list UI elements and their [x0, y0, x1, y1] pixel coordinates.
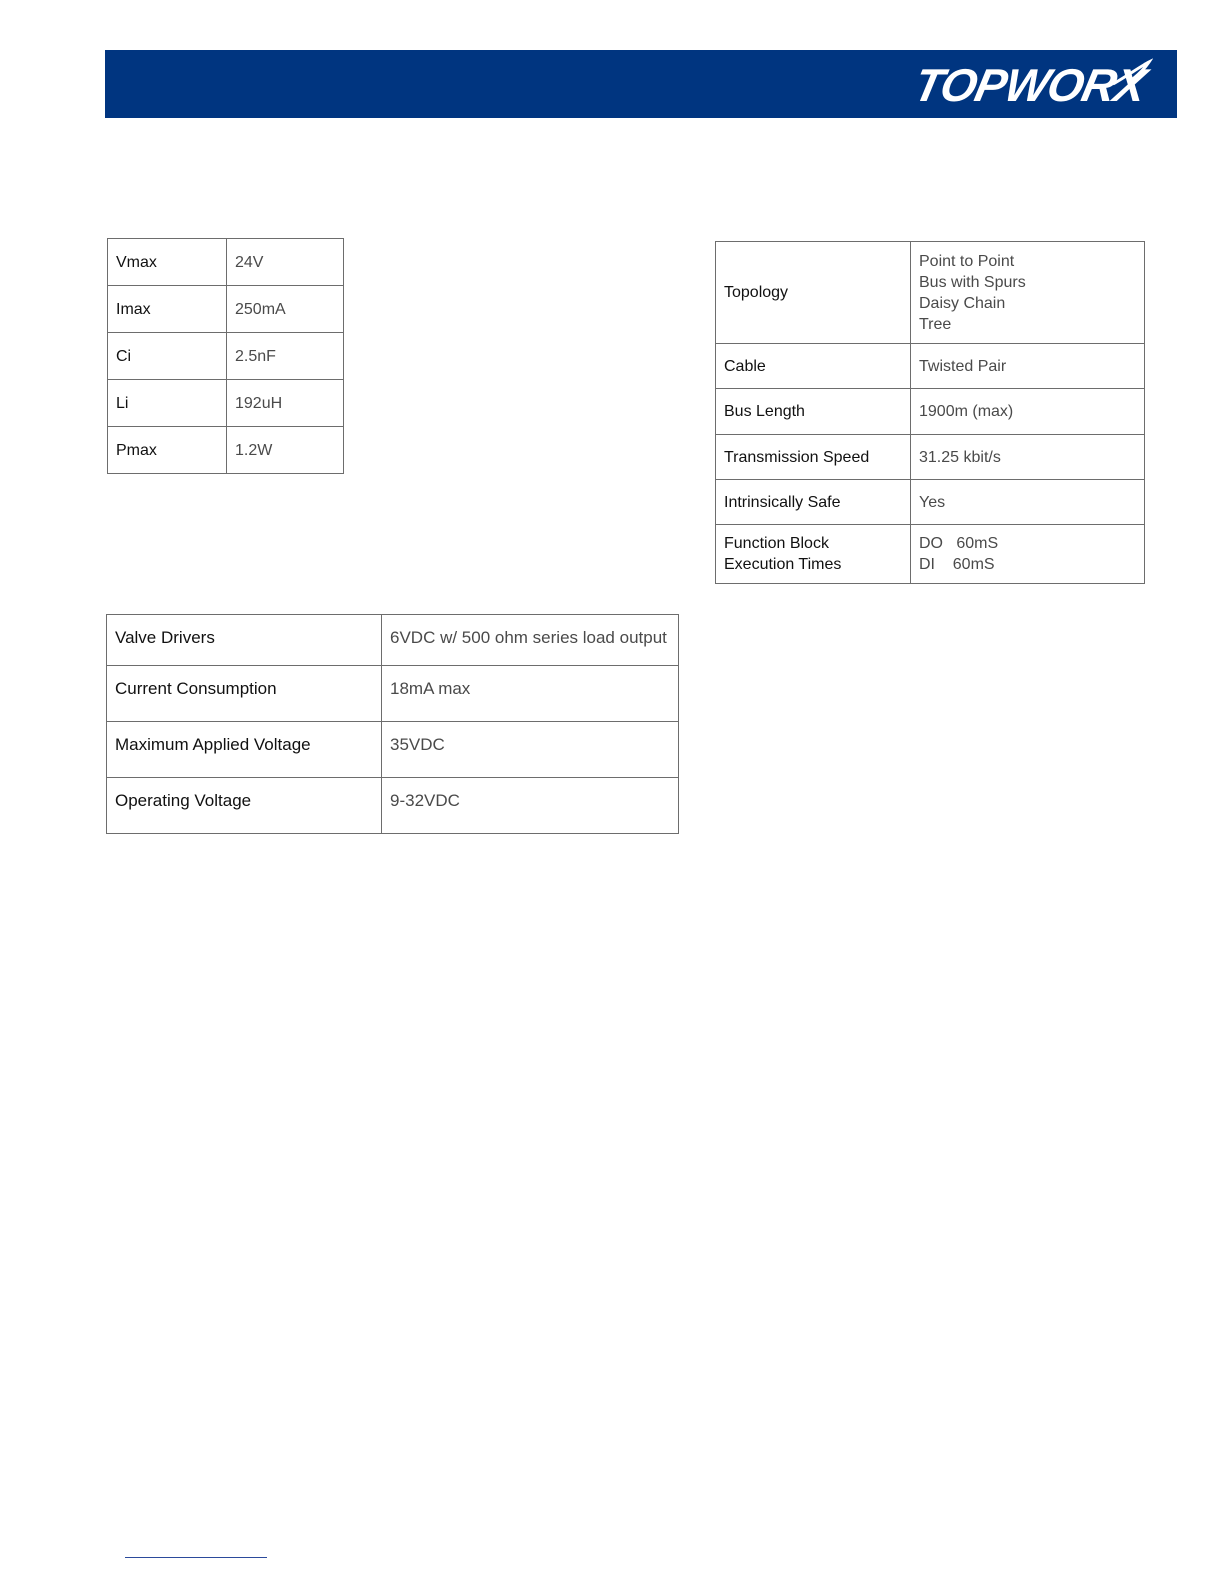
spec-label: Maximum Applied Voltage: [107, 722, 382, 778]
fieldbus-specs-table: [715, 241, 1145, 584]
table-row: [108, 380, 344, 427]
table-row: [107, 778, 679, 834]
bus-length-value: 1900m (max): [911, 389, 1145, 435]
electrical-specs-table: [106, 614, 679, 834]
param-value: 250mA: [227, 286, 344, 333]
table-row: [716, 435, 1145, 480]
topology-value: Bus with Spurs: [919, 273, 1026, 291]
table-row: [716, 525, 1145, 584]
table-row: [108, 286, 344, 333]
table-row: [107, 615, 679, 666]
topworx-logo: [909, 59, 1151, 111]
param-label: Li: [108, 380, 227, 427]
function-block-label-line: Execution Times: [724, 556, 842, 573]
spec-label: Valve Drivers: [107, 615, 382, 666]
param-value: 24V: [227, 239, 344, 286]
spec-label: Current Consumption: [107, 666, 382, 722]
topology-values: [911, 242, 1145, 344]
intrinsically-safe-label: Intrinsically Safe: [716, 480, 911, 525]
topology-value: Tree: [919, 315, 952, 333]
bus-length-label: Bus Length: [716, 389, 911, 435]
spec-value: 18mA max: [382, 666, 679, 722]
function-block-values: [911, 525, 1145, 584]
param-label: Vmax: [108, 239, 227, 286]
param-label: Ci: [108, 333, 227, 380]
logo-swoosh-icon: [1109, 58, 1153, 88]
entity-parameters-table: [107, 238, 344, 474]
table-row: [108, 239, 344, 286]
function-block-label: [716, 525, 911, 584]
spec-value: 35VDC: [382, 722, 679, 778]
table-row: [716, 344, 1145, 389]
footer-rule: [125, 1557, 267, 1558]
logo-text: TOPWORX: [909, 59, 1151, 111]
table-row: [107, 666, 679, 722]
cable-value: Twisted Pair: [911, 344, 1145, 389]
table-row: [716, 242, 1145, 344]
function-block-value-line: DO 60mS: [919, 535, 999, 552]
topology-value: Point to Point: [919, 252, 1015, 270]
param-value: 1.2W: [227, 427, 344, 474]
cable-label: Cable: [716, 344, 911, 389]
transmission-speed-value: 31.25 kbit/s: [911, 435, 1145, 480]
intrinsically-safe-value: Yes: [911, 480, 1145, 525]
transmission-speed-label: Transmission Speed: [716, 435, 911, 480]
spec-label: Operating Voltage: [107, 778, 382, 834]
param-value: 192uH: [227, 380, 344, 427]
table-row: [107, 722, 679, 778]
param-value: 2.5nF: [227, 333, 344, 380]
param-label: Imax: [108, 286, 227, 333]
function-block-value-line: DI 60mS: [919, 556, 995, 573]
header-band: [105, 50, 1177, 118]
table-row: [108, 333, 344, 380]
function-block-label-line: Function Block: [724, 535, 829, 552]
table-row: [108, 427, 344, 474]
table-row: [716, 389, 1145, 435]
topology-label: Topology: [716, 242, 911, 344]
spec-value: 9-32VDC: [382, 778, 679, 834]
param-label: Pmax: [108, 427, 227, 474]
spec-value: 6VDC w/ 500 ohm series load output: [382, 615, 679, 666]
topology-value: Daisy Chain: [919, 294, 1006, 312]
table-row: [716, 480, 1145, 525]
